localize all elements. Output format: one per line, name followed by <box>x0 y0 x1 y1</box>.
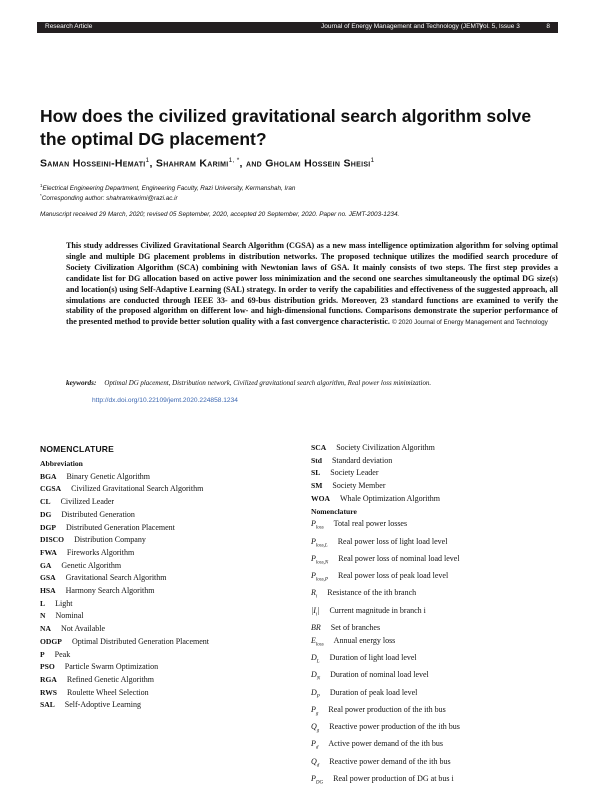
abbreviation-term: BGA <box>40 471 57 481</box>
abbreviation-entry <box>40 661 209 674</box>
symbol-definition: Reactive power demand of the ith bus <box>329 756 451 766</box>
abbreviation-term: DISCO <box>40 535 65 545</box>
abbreviation-definition: Civilized Leader <box>60 497 115 507</box>
symbol-entry <box>311 669 460 686</box>
abbreviation-term: L <box>40 598 46 608</box>
abbreviation-term: RWS <box>40 687 58 697</box>
abbreviation-entry <box>311 493 460 506</box>
page-number: 8 <box>546 23 550 30</box>
abbreviation-definition: Self-Adoptive Learning <box>64 700 141 710</box>
abbreviation-definition: Whale Optimization Algorithm <box>339 493 440 503</box>
abbreviation-entry <box>40 598 209 611</box>
abbreviation-definition: Binary Genetic Algorithm <box>66 471 151 481</box>
symbol-entry <box>311 536 460 553</box>
abbreviation-term: HSA <box>40 586 56 596</box>
symbol-definition: Resistance of the ith branch <box>327 588 417 598</box>
corresponding-author: *Corresponding author: shahramkarimi@razi.ac.ir <box>40 193 178 203</box>
abbreviation-definition: Peak <box>54 649 71 659</box>
symbol-definition: Active power demand of the ith bus <box>328 739 444 749</box>
abbreviation-subheading: Abbreviation <box>40 459 83 468</box>
symbol: $Q_g$ <box>311 722 320 734</box>
symbol: $R_i$ <box>311 588 318 600</box>
keywords <box>66 378 566 387</box>
copyright-notice: © 2020 Journal of Energy Management and Technology <box>391 319 548 327</box>
abbreviation-definition: Society Civilization Algorithm <box>336 443 435 452</box>
journal-name: Journal of Energy Management and Technology (JEMT) <box>321 23 483 30</box>
abbreviation-term: SCA <box>311 443 327 452</box>
paper-title: How does the civilized gravitational search algorithm solve the optimal DG placement? <box>40 106 532 149</box>
abbreviation-term: FWA <box>40 547 57 557</box>
manuscript-dates: Manuscript received 29 March, 2020; revised 05 September, 2020, accepted 20 September, 2020. Paper no. JEMT-2003-1234. <box>40 211 400 218</box>
symbol: $|I_i|$ <box>311 605 320 618</box>
nomenclature-right-column <box>311 442 460 790</box>
symbol: $P_{loss,P}$ <box>311 571 328 583</box>
symbol-entry <box>311 687 460 704</box>
abbreviation-entry <box>311 480 460 493</box>
symbol-definition: Real power production of DG at bus i <box>333 774 454 784</box>
abbreviation-definition: Distributed Generation <box>61 509 135 519</box>
abbreviation-term: CL <box>40 497 51 507</box>
symbol: $Q_d$ <box>311 756 320 769</box>
abbreviation-entry <box>40 699 209 712</box>
abbreviation-term: DGP <box>40 522 57 532</box>
symbol: BR <box>311 623 321 632</box>
symbol-entry <box>311 605 460 622</box>
symbol-definition: Reactive power production of the ith bus <box>329 722 460 732</box>
symbol-entry <box>311 738 460 755</box>
abbreviation-entry <box>40 560 209 573</box>
abbreviation-term: PSO <box>40 662 55 672</box>
abbreviation-term: WOA <box>311 493 330 503</box>
abbreviation-term: GSA <box>40 573 56 583</box>
symbol: $E_{loss}$ <box>311 635 324 648</box>
abbreviation-definition: Light <box>55 598 73 608</box>
volume-issue: Vol. 5, Issue 3 <box>479 23 520 30</box>
abbreviation-entry <box>40 623 209 636</box>
abbreviation-entry <box>40 636 209 649</box>
abbreviation-entry <box>40 522 209 535</box>
symbol-definition: Real power loss of nominal load level <box>338 553 460 563</box>
symbol-entry <box>311 756 460 773</box>
symbol-definition: Set of branches <box>330 623 381 632</box>
keywords-label: keywords: <box>66 378 97 387</box>
abbreviation-definition: Not Available <box>60 624 106 634</box>
abbreviation-term: NA <box>40 624 51 634</box>
abbreviation-term: ODGP <box>40 636 62 646</box>
abbreviation-term: SAL <box>40 700 55 710</box>
abbreviation-definition: Optimal Distributed Generation Placement <box>71 636 210 646</box>
symbol-entry <box>311 721 460 738</box>
symbol-definition: Real power production of the ith bus <box>328 704 446 714</box>
symbol-definition: Current magnitude in branch i <box>329 605 426 615</box>
abbreviation-definition: Gravitational Search Algorithm <box>65 573 167 583</box>
abbreviation-entry <box>311 442 460 455</box>
abbreviation-term: SL <box>311 468 321 478</box>
symbol-definition: Real power loss of light load level <box>337 536 448 546</box>
doi-link[interactable]: http://dx.doi.org/10.22109/jemt.2020.224858.1234 <box>92 397 238 404</box>
symbol: $P_{loss,L}$ <box>311 536 328 549</box>
symbol-definition: Duration of peak load level <box>329 687 418 697</box>
abbreviation-term: DG <box>40 509 52 519</box>
symbol-entry <box>311 518 460 535</box>
abbreviation-entry <box>40 610 209 623</box>
symbol: $P_d$ <box>311 739 319 752</box>
author-name: Shahram Karimi <box>155 157 229 170</box>
nomenclature-subheading: Nomenclature <box>311 506 357 516</box>
keywords-text: Optimal DG placement, Distribution network, Civilized gravitational search algorithm, Real power loss minimization. <box>104 380 432 387</box>
abbreviation-definition: Society Leader <box>330 468 379 478</box>
symbol-definition: Total real power losses <box>333 519 408 529</box>
abbreviation-entry <box>40 496 209 509</box>
abbreviation-entry <box>40 471 209 484</box>
abbreviation-definition: Harmony Search Algorithm <box>65 586 155 596</box>
abbreviation-entry <box>40 687 209 700</box>
abbreviation-definition: Civilized Gravitational Search Algorithm <box>71 484 204 494</box>
symbol-entry <box>311 587 460 604</box>
symbol-entry <box>311 635 460 652</box>
symbol-entry <box>311 622 460 635</box>
symbol: $P_g$ <box>311 704 319 717</box>
abbreviation-definition: Distributed Generation Placement <box>66 522 175 532</box>
article-type-tag: Research Article <box>45 23 93 30</box>
symbol-entry <box>311 570 460 587</box>
symbol: $P_{DG}$ <box>311 774 324 786</box>
symbol-entry <box>311 553 460 570</box>
symbol-definition: Duration of light load level <box>329 653 417 662</box>
abbreviation-term: GA <box>40 560 52 570</box>
abstract <box>66 241 558 328</box>
abbreviation-definition: Refined Genetic Algorithm <box>66 674 154 684</box>
abbreviation-entry <box>40 649 209 662</box>
author-name: Gholam Hossein Sheisi <box>265 157 371 170</box>
abbreviation-term: SM <box>311 481 323 491</box>
abbreviation-entry <box>40 509 209 522</box>
symbol: $P_{loss,N}$ <box>311 553 329 566</box>
abstract-text: This study addresses Civilized Gravitational Search Algorithm (CGSA) as a new mass intelligence optimization algorithm for solving optimal single and multiple DG placement problems in distribution networks. The proposed technique utilizes the modified search procedure of Society Civilization Algorithm (SCA) combining with Newtonian laws of GSA. It mainly consists of two steps. The first step provides a candidate list for DG allocation based on active power loss minimization and the second one searches simultaneously the optimal DG size(s) and location(s) using Self-Adaptive Learning (SAL) strategy. In order to verify the capabilities and effectiveness of the suggested approach, all simulations are conducted through IEEE 33- and 69-bus distribution grids. Moreover, 23 standard functions are examined to verify the stability of the proposed algorithm on different low- and high-dimensional functions. Comparisons demonstrate the superior performance of the presented method to provide better solution quality with a fast convergence characteristic. <box>66 241 558 327</box>
nomenclature-left-column <box>40 444 209 712</box>
author-name: Saman Hosseini-Hemati <box>40 157 146 170</box>
symbol: $P_{loss}$ <box>311 519 324 531</box>
abbreviation-definition: Nominal <box>55 611 84 621</box>
symbol-definition: Duration of nominal load level <box>330 670 429 680</box>
abbreviation-definition: Distribution Company <box>74 535 146 545</box>
abbreviation-definition: Standard deviation <box>331 455 393 465</box>
abbreviation-term: N <box>40 611 46 621</box>
abbreviation-definition: Particle Swarm Optimization <box>64 662 159 672</box>
journal-header-bar <box>37 22 558 33</box>
abbreviation-definition: Society Member <box>332 481 386 491</box>
nomenclature-heading: NOMENCLATURE <box>40 444 115 454</box>
abbreviation-entry <box>40 483 209 496</box>
abbreviation-definition: Roulette Wheel Selection <box>67 687 149 697</box>
symbol-definition: Real power loss of peak load level <box>337 571 449 581</box>
abbreviation-entry <box>40 547 209 560</box>
abbreviation-term: CGSA <box>40 484 62 494</box>
symbol: $D_N$ <box>311 670 321 682</box>
author-list: Saman Hosseini-Hemati$^1$, Shahram Karimi$^{1, *}$, and Gholam Hossein Sheisi$^1$ <box>40 157 375 170</box>
abbreviation-entry <box>311 467 460 480</box>
symbol: $D_L$ <box>311 653 320 665</box>
abbreviation-entry <box>40 585 209 598</box>
abbreviation-term: RGA <box>40 674 57 684</box>
abbreviation-entry <box>40 572 209 585</box>
symbol-entry <box>311 704 460 721</box>
abbreviation-term: P <box>40 649 45 659</box>
symbol-definition: Annual energy loss <box>333 635 396 645</box>
abbreviation-definition: Genetic Algorithm <box>61 560 122 570</box>
abbreviation-entry <box>311 455 460 468</box>
abbreviation-entry <box>40 674 209 687</box>
abbreviation-entry <box>40 534 209 547</box>
symbol-entry <box>311 652 460 669</box>
abbreviation-term: Std <box>311 455 322 465</box>
abbreviation-definition: Fireworks Algorithm <box>66 547 135 557</box>
affiliation: $^1$Electrical Engineering Department, Engineering Faculty, Razi University, Kermanshah, Iran <box>40 183 296 193</box>
symbol: $D_P$ <box>311 687 320 700</box>
